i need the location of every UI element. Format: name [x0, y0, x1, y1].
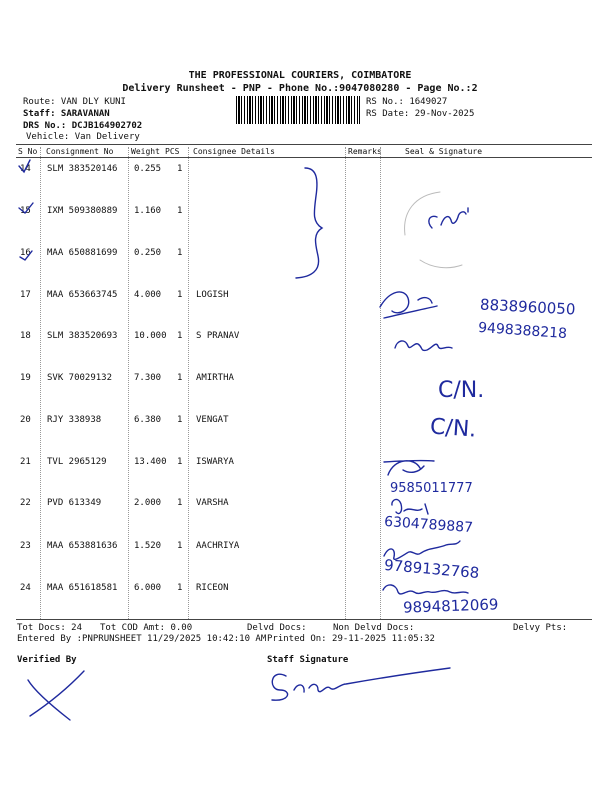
col-weight: Weight	[131, 147, 160, 156]
total-cod: Tot COD Amt: 0.00	[100, 623, 193, 633]
sno-cell: 15	[20, 206, 31, 216]
weight-cell: 7.300	[134, 373, 162, 383]
col-seal: Seal & Signature	[405, 147, 483, 156]
consignment-cell: SLM 383520146	[47, 164, 118, 174]
stamp-arc	[405, 192, 462, 268]
rs-number: RS No.: 1649027	[366, 97, 448, 107]
consignment-cell: MAA 653663745	[47, 290, 118, 300]
handwritten-cn: C/N.	[429, 414, 478, 443]
sno-cell: 22	[20, 498, 31, 508]
verified-by-label: Verified By	[17, 655, 77, 665]
consignment-cell: SLM 383520693	[47, 331, 118, 341]
sno-cell: 24	[20, 583, 31, 593]
runsheet-subtitle: Delivery Runsheet - PNP - Phone No.:9047080280 - Page No.:2	[122, 83, 478, 94]
weight-cell: 4.000	[134, 290, 162, 300]
consignee-cell: VENGAT	[196, 415, 229, 425]
handwritten-phone: 9585011777	[390, 481, 473, 496]
pcs-cell: 1	[177, 164, 183, 174]
signature	[395, 341, 452, 351]
header-top-rule	[16, 144, 592, 145]
pcs-cell: 1	[177, 290, 183, 300]
col-divider	[345, 147, 346, 619]
sno-cell: 14	[20, 164, 31, 174]
delivery-points: Delvy Pts:	[513, 623, 568, 633]
col-divider	[188, 147, 189, 619]
col-sno: S No	[18, 147, 38, 156]
weight-cell: 6.000	[134, 583, 162, 593]
sno-cell: 23	[20, 541, 31, 551]
pcs-cell: 1	[177, 457, 183, 467]
sno-cell: 16	[20, 248, 31, 258]
col-consignment: Consignment No	[46, 147, 114, 156]
signature	[380, 292, 437, 318]
staff-signature-mark	[272, 668, 450, 700]
consignment-cell: MAA 651618581	[47, 583, 118, 593]
handwritten-cn: C/N.	[438, 378, 485, 403]
weight-cell: 13.400	[134, 457, 167, 467]
barcode	[236, 96, 360, 124]
weight-cell: 1.520	[134, 541, 162, 551]
signature	[392, 499, 428, 514]
entered-by: Entered By :PNPRUNSHEET 11/29/2025 10:42:10 AM	[17, 634, 267, 644]
handwritten-phone: 9498388218	[477, 319, 568, 343]
col-remarks: Remarks	[348, 147, 382, 156]
sno-cell: 20	[20, 415, 31, 425]
sno-cell: 18	[20, 331, 31, 341]
weight-cell: 0.250	[134, 248, 162, 258]
drs-label: DRS No.: DCJB164902702	[23, 121, 143, 131]
consignment-cell: PVD 613349	[47, 498, 102, 508]
route-label: Route: VAN DLY KUNI	[23, 97, 126, 107]
company-title: THE PROFESSIONAL COURIERS, COIMBATORE	[188, 70, 412, 81]
handwritten-phone: 9894812069	[402, 595, 499, 617]
col-divider	[40, 147, 41, 619]
handwritten-phone: 8838960050	[479, 295, 576, 319]
col-consignee: Consignee Details	[193, 147, 275, 156]
brace-mark	[296, 168, 322, 278]
weight-cell: 6.380	[134, 415, 162, 425]
handwritten-phone: 9789132768	[383, 555, 481, 583]
consignment-cell: RJY 338938	[47, 415, 102, 425]
rs-date: RS Date: 29-Nov-2025	[366, 109, 475, 119]
verified-signature	[28, 671, 84, 720]
col-divider	[128, 147, 129, 619]
pcs-cell: 1	[177, 331, 183, 341]
pcs-cell: 1	[177, 498, 183, 508]
pcs-cell: 1	[177, 541, 183, 551]
consignment-cell: MAA 650881699	[47, 248, 118, 258]
sno-cell: 19	[20, 373, 31, 383]
footer-rule	[16, 619, 592, 620]
col-divider	[380, 147, 381, 619]
consignee-cell: AACHRIYA	[196, 541, 240, 551]
pcs-cell: 1	[177, 373, 183, 383]
consignee-cell: LOGISH	[196, 290, 229, 300]
consignee-cell: AMIRTHA	[196, 373, 234, 383]
consignee-cell: RICEON	[196, 583, 229, 593]
col-pcs: PCS	[165, 147, 180, 156]
header-bottom-rule	[16, 157, 592, 158]
sno-cell: 21	[20, 457, 31, 467]
signature	[384, 461, 434, 475]
staff-signature-label: Staff Signature	[267, 655, 349, 665]
consignee-cell: ISWARYA	[196, 457, 234, 467]
printed-on: Printed On: 29-11-2025 11:05:32	[267, 634, 435, 644]
weight-cell: 1.160	[134, 206, 162, 216]
delivered-docs: Delvd Docs:	[247, 623, 307, 633]
consignee-cell: VARSHA	[196, 498, 229, 508]
weight-cell: 0.255	[134, 164, 162, 174]
pcs-cell: 1	[177, 415, 183, 425]
consignment-cell: SVK 70029132	[47, 373, 113, 383]
consignment-cell: IXM 509380889	[47, 206, 118, 216]
weight-cell: 10.000	[134, 331, 167, 341]
signature	[429, 208, 468, 228]
signature	[383, 585, 468, 594]
sno-cell: 17	[20, 290, 31, 300]
weight-cell: 2.000	[134, 498, 162, 508]
pcs-cell: 1	[177, 248, 183, 258]
pcs-cell: 1	[177, 206, 183, 216]
non-delivered-docs: Non Delvd Docs:	[333, 623, 415, 633]
handwritten-phone: 6304789887	[383, 513, 474, 537]
vehicle-label: Vehicle: Van Delivery	[26, 132, 140, 142]
consignment-cell: TVL 2965129	[47, 457, 107, 467]
total-docs: Tot Docs: 24	[17, 623, 83, 633]
consignee-cell: S PRANAV	[196, 331, 240, 341]
pcs-cell: 1	[177, 583, 183, 593]
staff-label: Staff: SARAVANAN	[23, 109, 110, 119]
consignment-cell: MAA 653881636	[47, 541, 118, 551]
